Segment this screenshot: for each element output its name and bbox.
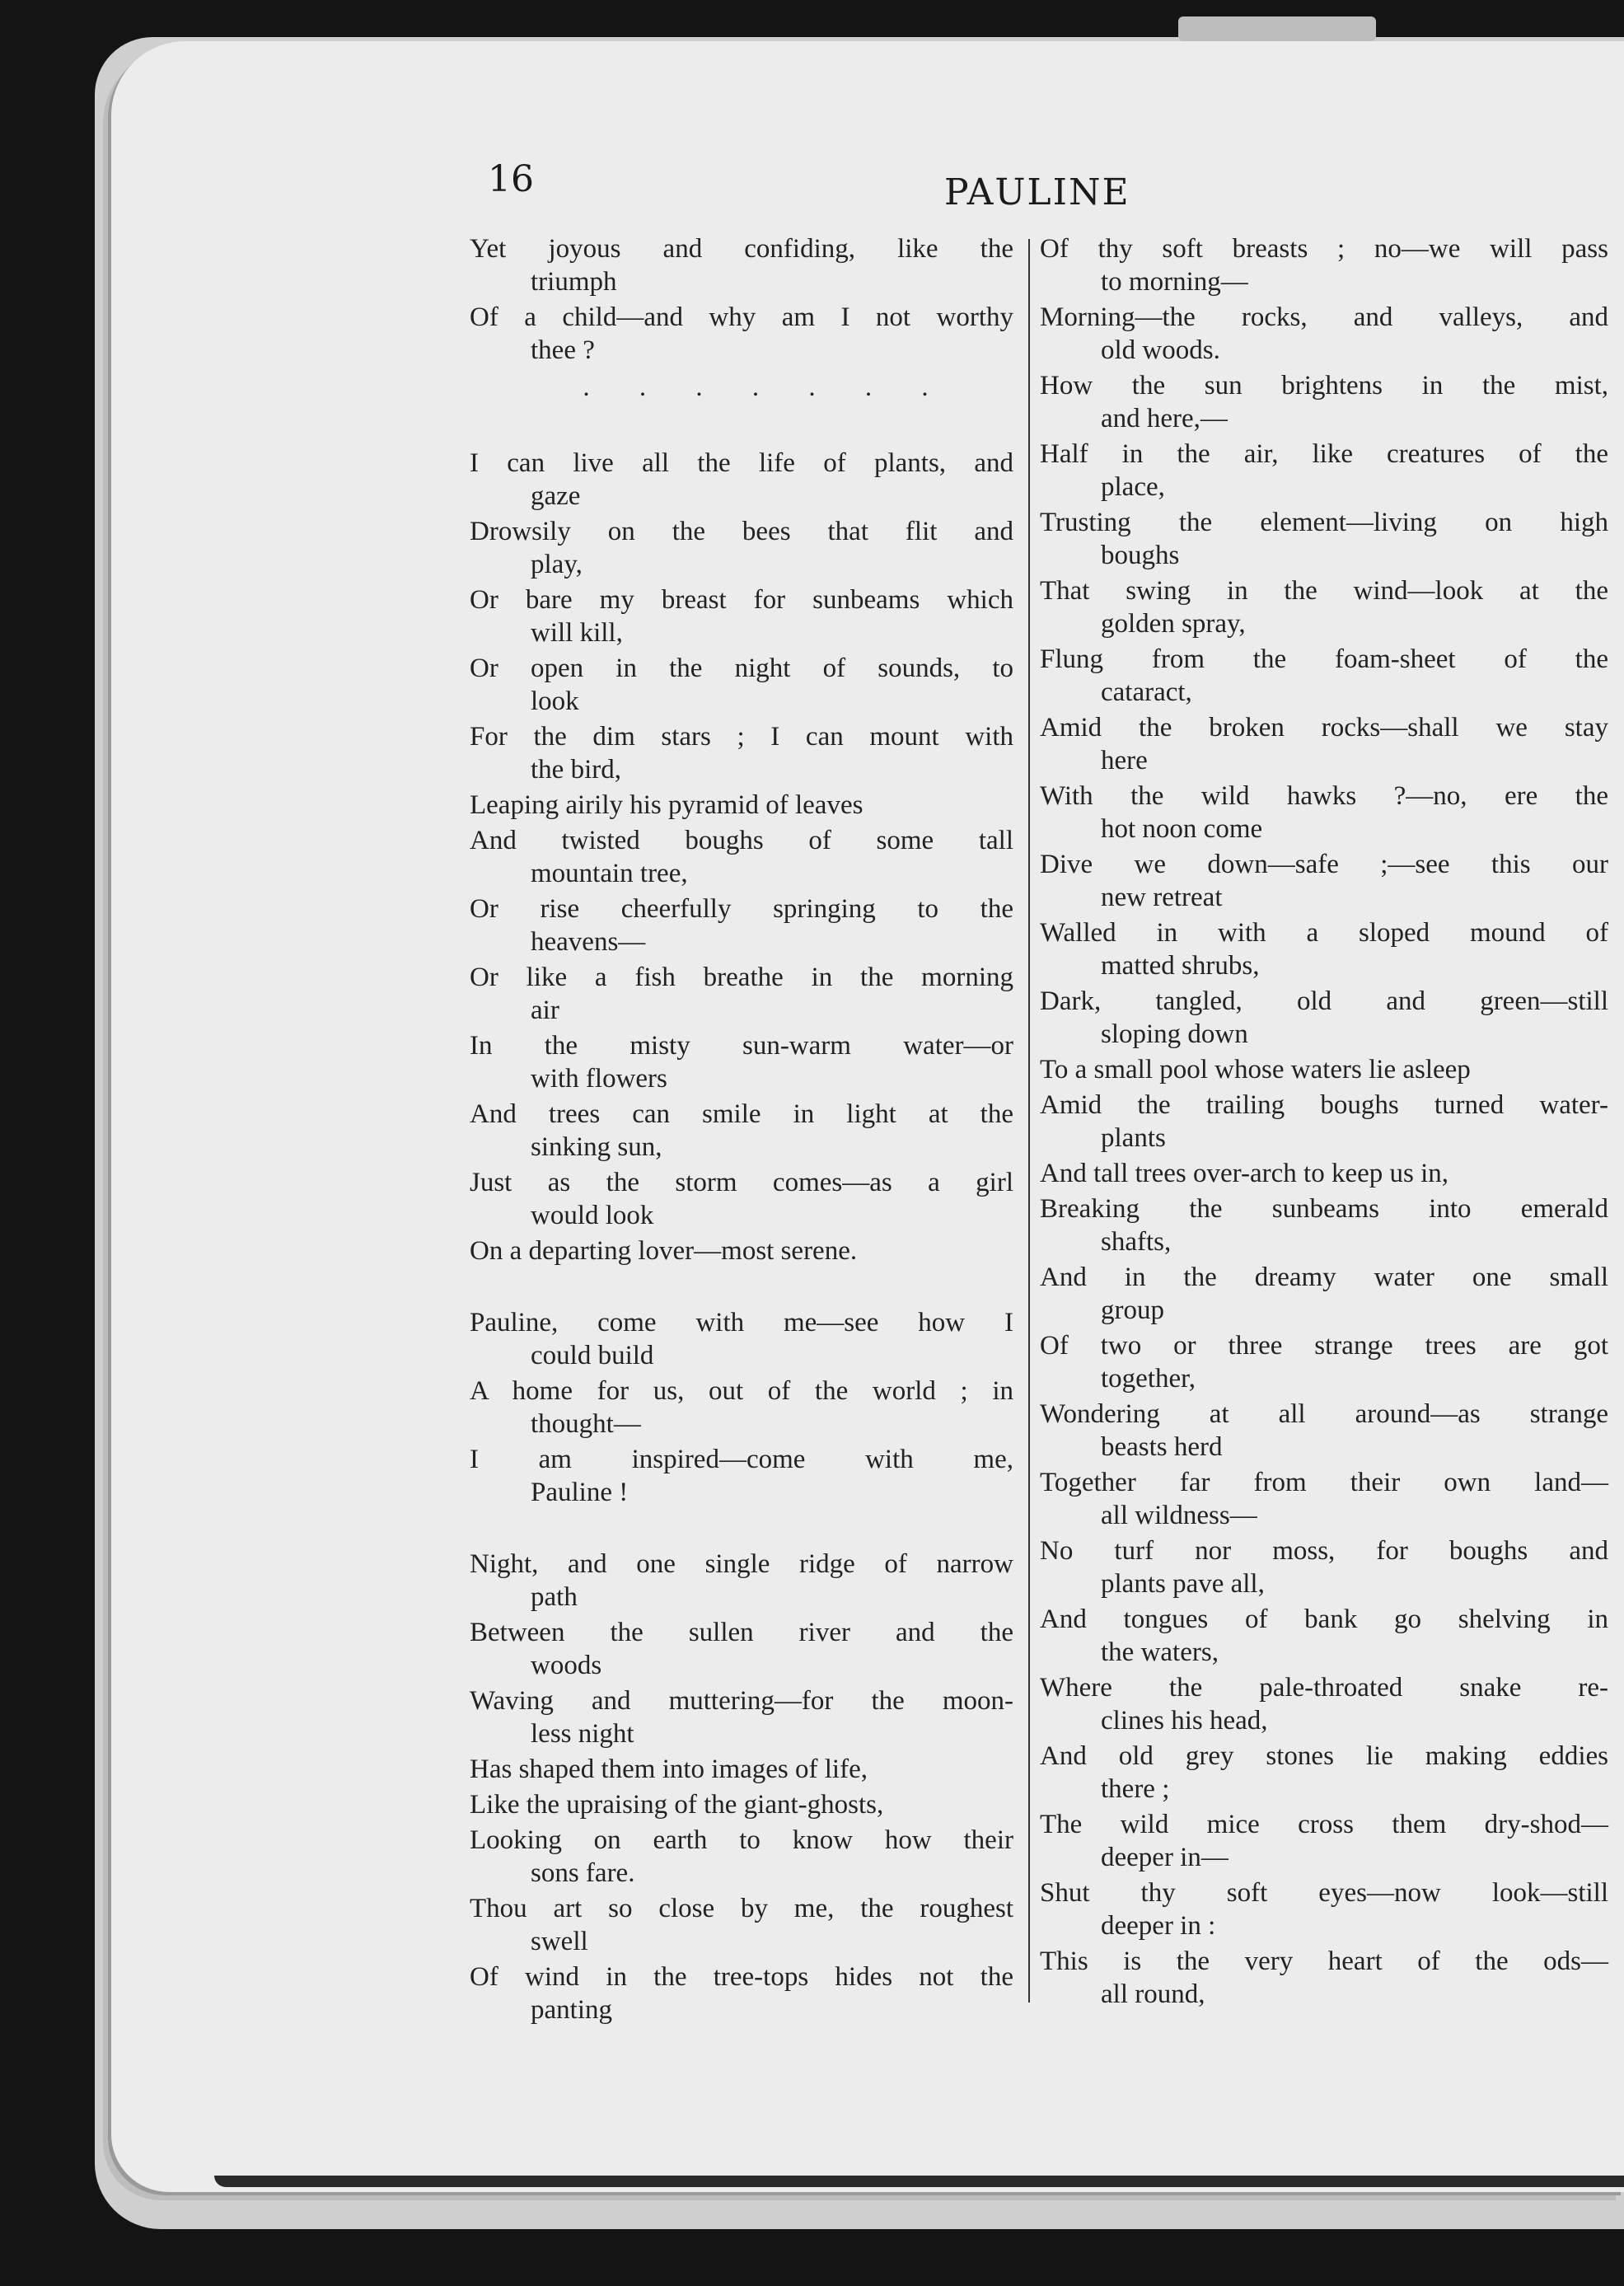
verse-line (470, 1548, 1013, 1614)
verse-turnover: the bird, (531, 755, 621, 785)
verse-line (470, 789, 1013, 822)
verse-text: Just as the storm comes—as a girl (470, 1168, 1013, 1197)
verse-text: Has shaped them into images of life, (470, 1754, 868, 1784)
verse-line (1040, 916, 1608, 982)
verse-text: Walled in with a sloped mound of (1040, 918, 1608, 948)
verse-turnover: sons fare. (531, 1858, 635, 1888)
verse-text: This is the very heart of the ods— (1040, 1946, 1608, 1976)
verse-text: In the misty sun-warm water—or (470, 1031, 1013, 1061)
verse-turnover: plants pave all, (1101, 1569, 1265, 1599)
verse-text: I am inspired—come with me, (470, 1445, 1013, 1474)
verse-text: Half in the air, like creatures of the (1040, 439, 1608, 469)
running-head: PAULINE (944, 171, 1130, 213)
verse-turnover: play, (531, 550, 583, 579)
verse-line (470, 515, 1013, 581)
verse-turnover: mountain tree, (531, 859, 688, 888)
verse-text: The wild mice cross them dry-shod— (1040, 1810, 1608, 1839)
verse-turnover: old woods. (1101, 335, 1220, 365)
verse-text: Yet joyous and confiding, like the (470, 234, 1013, 264)
verse-text: And tongues of bank go shelving in (1040, 1604, 1608, 1634)
verse-line (470, 1375, 1013, 1440)
verse-text: Drowsily on the bees that flit and (470, 517, 1013, 546)
verse-turnover: there ; (1101, 1774, 1170, 1804)
verse-line (470, 301, 1013, 367)
verse-text: And tall trees over-arch to keep us in, (1040, 1159, 1448, 1188)
verse-turnover: will kill, (531, 618, 623, 648)
verse-line (470, 1306, 1013, 1372)
verse-line (470, 1098, 1013, 1164)
verse-turnover: with flowers (531, 1064, 667, 1094)
verse-turnover: deeper in : (1101, 1911, 1216, 1941)
verse-text: Or like a fish breathe in the morning (470, 963, 1013, 992)
verse-turnover: heavens— (531, 927, 646, 957)
verse-line (470, 1029, 1013, 1095)
verse-text: How the sun brightens in the mist, (1040, 371, 1608, 401)
verse-text: A home for us, out of the world ; in (470, 1376, 1013, 1406)
verse-line (1040, 1945, 1608, 2011)
page-number: 16 (488, 158, 534, 200)
verse-turnover: matted shrubs, (1101, 951, 1260, 981)
verse-text: To a small pool whose waters lie asleep (1040, 1055, 1471, 1084)
verse-text: For the dim stars ; I can mount with (470, 722, 1013, 752)
verse-line (470, 892, 1013, 958)
verse-line (470, 1234, 1013, 1267)
verse-turnover: hot noon come (1101, 814, 1263, 844)
verse-text: Trusting the element—living on high (1040, 508, 1608, 537)
verse-text: Or open in the night of sounds, to (470, 653, 1013, 683)
verse-text: Morning—the rocks, and valleys, and (1040, 302, 1608, 332)
verse-text: Of wind in the tree-tops hides not the (470, 1962, 1013, 1992)
verse-turnover: all wildness— (1101, 1501, 1257, 1530)
verse-text: Looking on earth to know how their (470, 1825, 1013, 1855)
verse-line (1040, 848, 1608, 914)
verse-turnover: air (531, 995, 559, 1025)
verse-line (1040, 1329, 1608, 1395)
binding-strip (1178, 16, 1376, 41)
verse-turnover: group (1101, 1295, 1164, 1325)
verse-turnover: boughs (1101, 541, 1180, 570)
verse-turnover: thought— (531, 1409, 641, 1439)
verse-line (1040, 1808, 1608, 1874)
verse-line (1040, 1603, 1608, 1669)
verse-line (470, 652, 1013, 718)
verse-text: Or bare my breast for sunbeams which (470, 585, 1013, 615)
stanza-break (470, 1511, 1013, 1548)
verse-turnover: could build (531, 1341, 654, 1370)
verse-text: And twisted boughs of some tall (470, 826, 1013, 855)
verse-line (470, 1788, 1013, 1821)
verse-text: Where the pale-throated snake re- (1040, 1673, 1608, 1703)
verse-turnover: to morning— (1101, 267, 1248, 297)
verse-line (470, 961, 1013, 1027)
verse-text: Of thy soft breasts ; no—we will pass (1040, 234, 1608, 264)
verse-turnover: plants (1101, 1123, 1166, 1153)
verse-text: And in the dreamy water one small (1040, 1262, 1608, 1292)
verse-line (470, 1166, 1013, 1232)
verse-text: And trees can smile in light at the (470, 1099, 1013, 1129)
verse-line (1040, 1089, 1608, 1155)
verse-text: No turf nor moss, for boughs and (1040, 1536, 1608, 1566)
verse-turnover: the waters, (1101, 1637, 1219, 1667)
verse-line (1040, 1192, 1608, 1258)
verse-turnover: gaze (531, 481, 581, 511)
verse-line (1040, 1157, 1608, 1190)
verse-text: Night, and one single ridge of narrow (470, 1549, 1013, 1579)
verse-turnover: place, (1101, 472, 1165, 502)
verse-text: Or rise cheerfully springing to the (470, 894, 1013, 924)
verse-line (1040, 1876, 1608, 1942)
verse-line (470, 824, 1013, 890)
verse-line (470, 1616, 1013, 1682)
verse-text: Wondering at all around—as strange (1040, 1399, 1608, 1429)
verse-line (1040, 1053, 1608, 1086)
stanza-break (470, 410, 1013, 447)
verse-turnover: sinking sun, (531, 1132, 662, 1162)
verse-text: With the wild hawks ?—no, ere the (1040, 781, 1608, 811)
verse-text: Amid the trailing boughs turned water- (1040, 1090, 1608, 1120)
verse-line (1040, 1671, 1608, 1737)
verse-line (1040, 438, 1608, 504)
verse-line (1040, 369, 1608, 435)
left-column (470, 232, 1013, 2029)
verse-line (470, 1753, 1013, 1786)
verse-text: Waving and muttering—for the moon- (470, 1686, 1013, 1716)
verse-turnover: together, (1101, 1364, 1196, 1394)
verse-text: That swing in the wind—look at the (1040, 576, 1608, 606)
verse-line (470, 1824, 1013, 1890)
verse-line (1040, 506, 1608, 572)
verse-line (1040, 1398, 1608, 1464)
verse-text: And old grey stones lie making eddies (1040, 1741, 1608, 1771)
verse-turnover: clines his head, (1101, 1706, 1268, 1736)
verse-turnover: woods (531, 1651, 602, 1680)
verse-text: Dive we down—safe ;—see this our (1040, 850, 1608, 879)
right-column (1040, 232, 1608, 2013)
verse-line (1040, 985, 1608, 1051)
verse-line (1040, 232, 1608, 298)
verse-line (1040, 1740, 1608, 1806)
verse-line (470, 583, 1013, 649)
page-bottom-edge (214, 2176, 1624, 2187)
verse-line (1040, 643, 1608, 709)
verse-turnover: cataract, (1101, 677, 1192, 707)
verse-turnover: sloping down (1101, 1019, 1248, 1049)
verse-line (1040, 780, 1608, 846)
ellipsis-row: . . . . . . . (583, 372, 950, 402)
verse-turnover: swell (531, 1927, 588, 1956)
verse-turnover: less night (531, 1719, 634, 1749)
verse-text: Of two or three strange trees are got (1040, 1331, 1608, 1361)
verse-text: Like the upraising of the giant-ghosts, (470, 1790, 884, 1820)
verse-text: Thou art so close by me, the roughest (470, 1894, 1013, 1923)
verse-turnover: here (1101, 746, 1148, 775)
verse-text: Leaping airily his pyramid of leaves (470, 790, 863, 820)
verse-line (470, 447, 1013, 513)
verse-line (470, 1443, 1013, 1509)
verse-turnover: panting (531, 1995, 612, 2025)
verse-text: Pauline, come with me—see how I (470, 1308, 1013, 1337)
verse-turnover: golden spray, (1101, 609, 1246, 639)
verse-turnover: all round, (1101, 1979, 1205, 2009)
verse-line (1040, 574, 1608, 640)
verse-turnover: look (531, 686, 579, 716)
verse-text: Breaking the sunbeams into emerald (1040, 1194, 1608, 1224)
verse-turnover: and here,— (1101, 404, 1228, 433)
verse-turnover: deeper in— (1101, 1843, 1229, 1872)
verse-turnover: path (531, 1582, 578, 1612)
verse-line (1040, 1261, 1608, 1327)
verse-text: Dark, tangled, old and green—still (1040, 986, 1608, 1016)
verse-line (470, 1684, 1013, 1750)
verse-text: Amid the broken rocks—shall we stay (1040, 713, 1608, 742)
verse-line (1040, 1534, 1608, 1600)
verse-line (470, 1892, 1013, 1958)
verse-turnover: triumph (531, 267, 617, 297)
verse-turnover: Pauline ! (531, 1478, 629, 1507)
verse-text: Shut thy soft eyes—now look—still (1040, 1878, 1608, 1908)
verse-turnover: thee ? (531, 335, 595, 365)
verse-text: I can live all the life of plants, and (470, 448, 1013, 478)
verse-turnover: shafts, (1101, 1227, 1172, 1257)
verse-line (470, 1960, 1013, 2026)
verse-text: Of a child—and why am I not worthy (470, 302, 1013, 332)
verse-turnover: new retreat (1101, 883, 1223, 912)
verse-turnover: beasts herd (1101, 1432, 1223, 1462)
verse-text: Between the sullen river and the (470, 1618, 1013, 1647)
verse-text: Flung from the foam-sheet of the (1040, 644, 1608, 674)
verse-turnover: would look (531, 1201, 654, 1230)
verse-text: Together far from their own land— (1040, 1468, 1608, 1497)
column-rule (1028, 239, 1030, 2003)
verse-line (1040, 711, 1608, 777)
verse-line (470, 232, 1013, 298)
stanza-break (470, 1270, 1013, 1306)
verse-text: On a departing lover—most serene. (470, 1236, 858, 1266)
verse-line (470, 720, 1013, 786)
verse-line (1040, 301, 1608, 367)
verse-line (1040, 1466, 1608, 1532)
